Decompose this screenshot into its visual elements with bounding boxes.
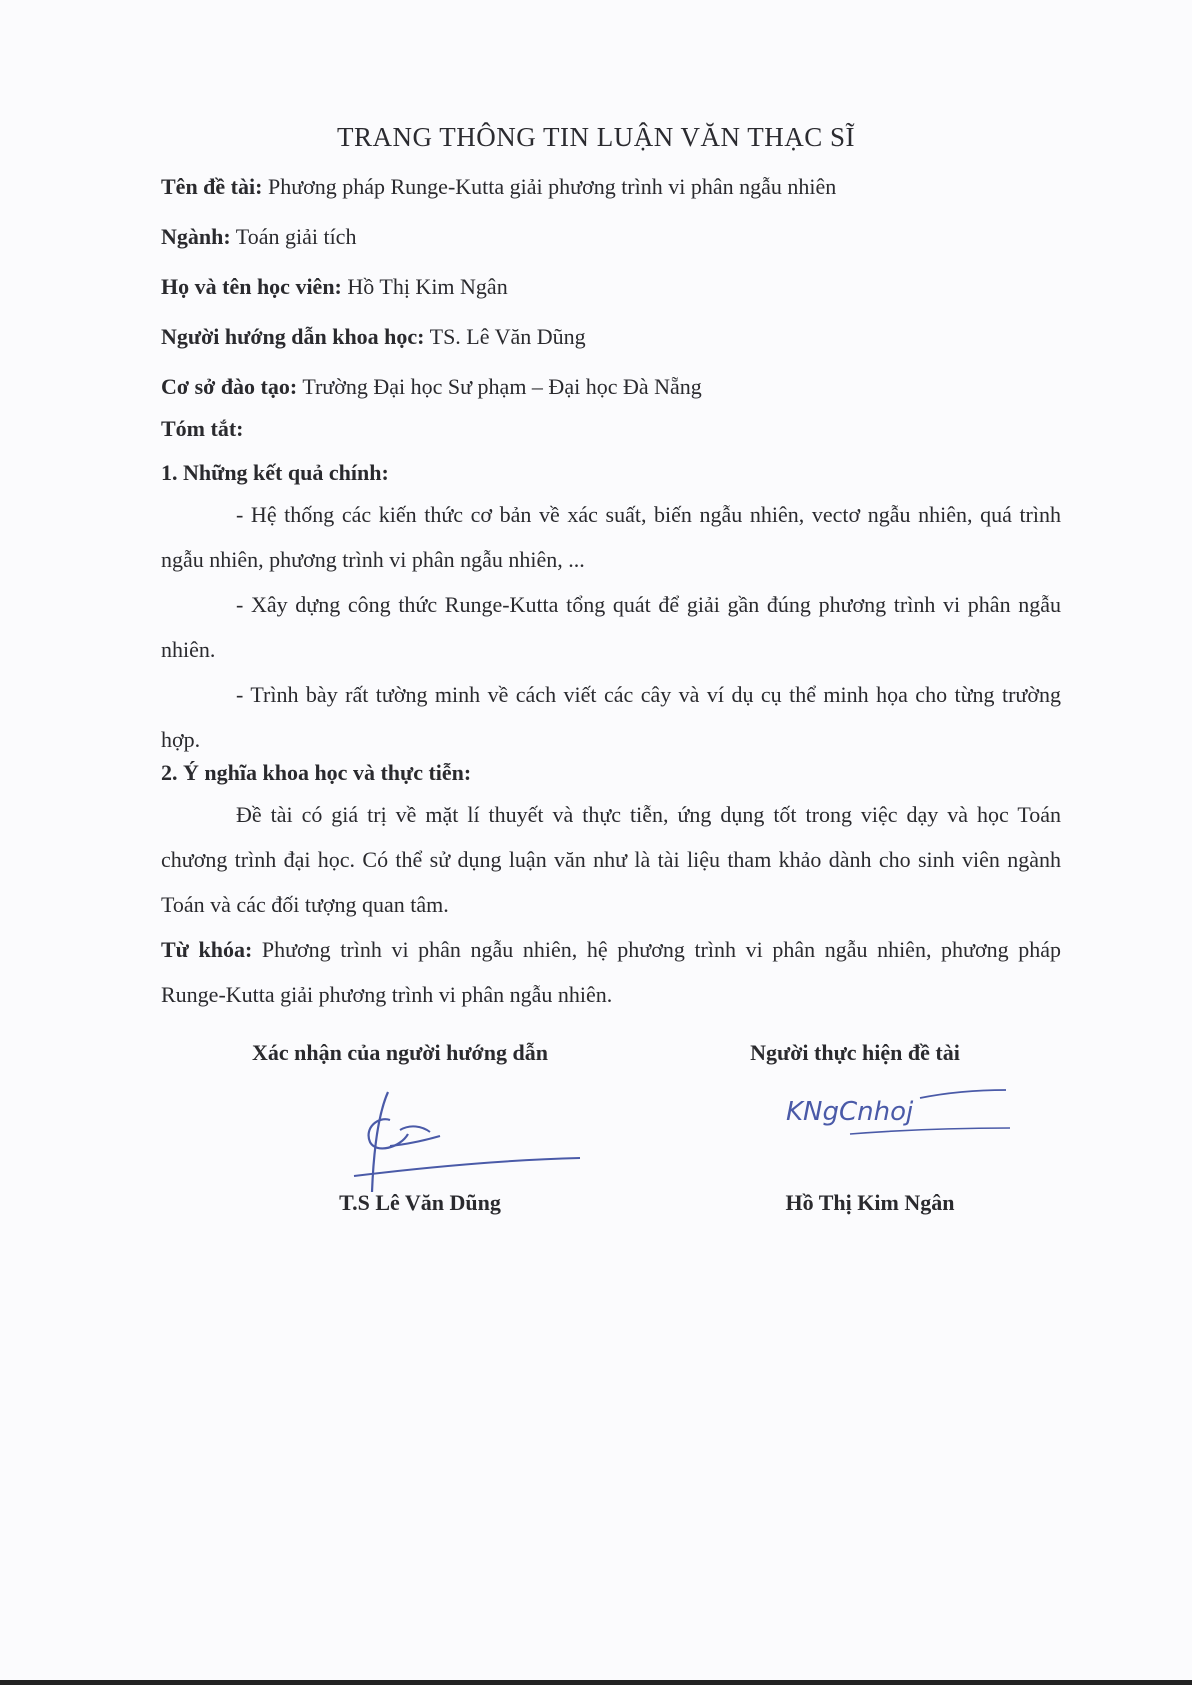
student-label: Họ và tên học viên: [161, 274, 342, 299]
major-value: Toán giải tích [235, 224, 357, 249]
student-value: Hồ Thị Kim Ngân [347, 274, 508, 299]
keywords-label: Từ khóa: [161, 937, 253, 962]
major-label: Ngành: [161, 224, 231, 249]
student-line [161, 272, 1061, 302]
section2-heading: 2. Ý nghĩa khoa học và thực tiễn: [161, 760, 472, 785]
keywords-value: Phương trình vi phân ngẫu nhiên, hệ phương trình vi phân ngẫu nhiên, phương pháp Runge-Kutta giải phương trình vi phân ngẫu nhiên. [161, 937, 1061, 1007]
advisor-signature-icon [330, 1080, 610, 1200]
section1-item3: - Trình bày rất tường minh về cách viết các cây và ví dụ cụ thể minh họa cho từng trường hợp. [161, 682, 1061, 752]
advisor-line [161, 322, 1061, 352]
advisor-value: TS. Lê Văn Dũng [429, 324, 586, 349]
major-line [161, 222, 1061, 252]
institution-value: Trường Đại học Sư phạm – Đại học Đà Nẵng [302, 374, 702, 399]
document-title: TRANG THÔNG TIN LUẬN VĂN THẠC SĨ [336, 122, 855, 152]
topic-label: Tên đề tài: [161, 174, 263, 199]
institution-label: Cơ sở đào tạo: [161, 374, 298, 399]
advisor-confirmation-heading: Xác nhận của người hướng dẫn [252, 1040, 548, 1065]
advisor-name: T.S Lê Văn Dũng [339, 1190, 501, 1215]
author-name: Hồ Thị Kim Ngân [785, 1190, 955, 1215]
topic-value: Phương pháp Runge-Kutta giải phương trình vi phân ngẫu nhiên [267, 174, 837, 199]
section2-text: Đề tài có giá trị về mặt lí thuyết và thực tiễn, ứng dụng tốt trong việc dạy và học Toán chương trình đại học. Có thể sử dụng luận văn như là tài liệu tham khảo dành cho sinh viên ngành Toán và các đối tượng quan tâm. [161, 802, 1061, 917]
section1-heading: 1. Những kết quả chính: [161, 460, 389, 485]
summary-label: Tóm tắt: [161, 416, 244, 441]
advisor-label: Người hướng dẫn khoa học: [161, 324, 425, 349]
topic-line [161, 172, 1061, 202]
keywords-paragraph [161, 927, 1061, 1017]
author-signature-text: KNgCnhoj [786, 1097, 914, 1127]
scan-edge-strip [0, 1680, 1192, 1685]
section1-item1: - Hệ thống các kiến thức cơ bản về xác suất, biến ngẫu nhiên, vectơ ngẫu nhiên, quá trình ngẫu nhiên, phương trình vi phân ngẫu nhiên, ... [161, 502, 1061, 572]
institution-line [161, 372, 1061, 402]
section1-item2: - Xây dựng công thức Runge-Kutta tổng quát để giải gần đúng phương trình vi phân ngẫu nhiên. [161, 592, 1061, 662]
author-signature-icon [780, 1078, 1020, 1148]
author-heading: Người thực hiện đề tài [750, 1040, 960, 1065]
